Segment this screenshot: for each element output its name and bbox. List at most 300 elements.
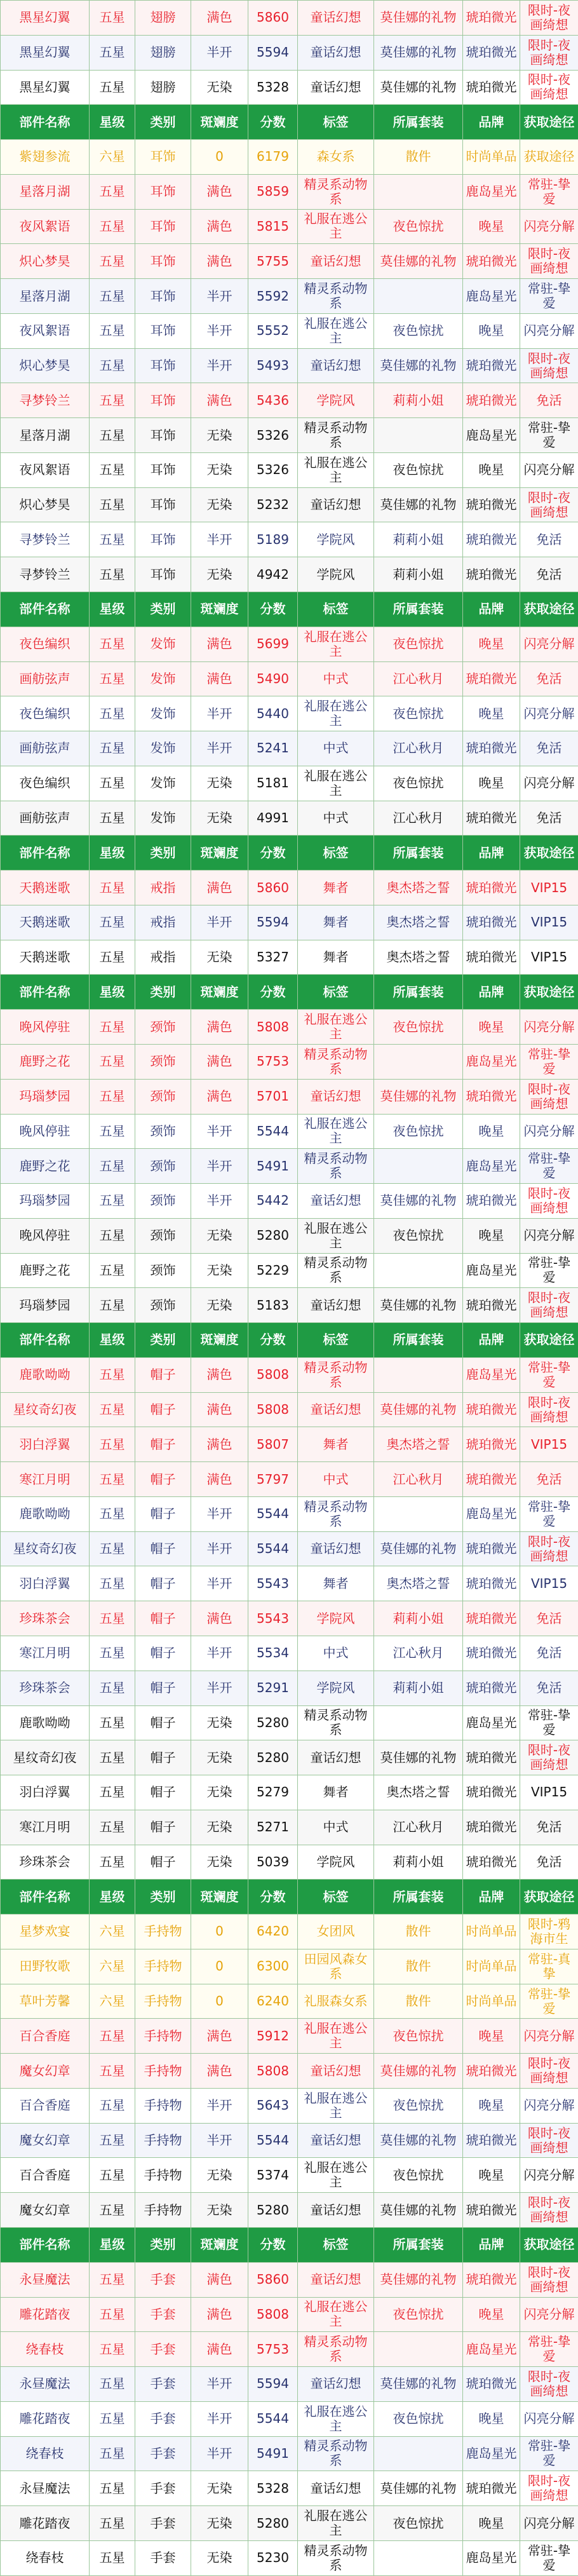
star-level-cell: 五星 (90, 1, 135, 36)
brand-cell: 琥珀微光 (463, 383, 520, 418)
star-level-cell: 五星 (90, 1079, 135, 1114)
tag-cell: 精灵系动物系 (298, 174, 374, 209)
header-row (1, 975, 578, 1010)
source-cell: 限时-夜画绮想 (520, 1184, 578, 1219)
column-header-outfit-set: 所属套装 (374, 105, 463, 140)
outfit-set-cell: 夜色惊扰 (374, 627, 463, 661)
tag-cell: 童话幻想 (298, 1531, 374, 1566)
tag-cell: 童话幻想 (298, 244, 374, 279)
brand-cell: 琥珀微光 (463, 2471, 520, 2506)
tag-cell: 童话幻想 (298, 2367, 374, 2402)
part-name-cell: 寒江月明 (1, 1636, 90, 1671)
column-header-star-level: 星级 (90, 836, 135, 871)
source-cell: VIP15 (520, 1775, 578, 1810)
outfit-set-cell: 夜色惊扰 (374, 2401, 463, 2436)
table-row (1, 1357, 578, 1392)
outfit-set-cell: 夜色惊扰 (374, 209, 463, 244)
header-row (1, 2228, 578, 2263)
star-level-cell: 五星 (90, 1462, 135, 1497)
outfit-set-cell: 散件 (374, 1984, 463, 2019)
column-header-star-level: 星级 (90, 2228, 135, 2263)
table-row (1, 627, 578, 661)
part-name-cell: 星纹奇幻夜 (1, 1740, 90, 1775)
brand-cell: 鹿岛星光 (463, 1149, 520, 1184)
source-cell: 闪亮分解 (520, 696, 578, 731)
brand-cell: 琥珀微光 (463, 1566, 520, 1601)
source-cell: 闪亮分解 (520, 1114, 578, 1149)
star-level-cell: 五星 (90, 2158, 135, 2193)
source-cell: VIP15 (520, 871, 578, 905)
column-header-tag: 标签 (298, 592, 374, 627)
tag-cell: 礼服在逃公主 (298, 2019, 374, 2054)
table-row (1, 1427, 578, 1462)
outfit-set-cell: 莉莉小姐 (374, 1601, 463, 1636)
table-row (1, 418, 578, 453)
column-header-score: 分数 (248, 1880, 298, 1915)
tag-cell: 礼服在逃公主 (298, 627, 374, 661)
part-name-cell: 星落月湖 (1, 418, 90, 453)
category-cell: 手持物 (135, 2193, 191, 2228)
outfit-set-cell: 散件 (374, 1949, 463, 1984)
tag-cell: 女团风 (298, 1915, 374, 1949)
star-level-cell: 五星 (90, 2088, 135, 2123)
column-header-brand: 品牌 (463, 2228, 520, 2263)
tag-cell: 童话幻想 (298, 2054, 374, 2089)
score-cell: 5594 (248, 2367, 298, 2402)
tag-cell: 精灵系动物系 (298, 418, 374, 453)
brand-cell: 晚星 (463, 2506, 520, 2541)
category-cell: 帽子 (135, 1671, 191, 1705)
outfit-set-cell: 夜色惊扰 (374, 696, 463, 731)
brand-cell: 琥珀微光 (463, 487, 520, 522)
tag-cell: 精灵系动物系 (298, 279, 374, 314)
source-cell: 限时-夜画绮想 (520, 2471, 578, 2506)
tag-cell: 中式 (298, 1462, 374, 1497)
star-level-cell: 五星 (90, 174, 135, 209)
source-cell: 常驻-真挚 (520, 1949, 578, 1984)
column-header-part-name: 部件名称 (1, 2228, 90, 2263)
star-level-cell: 五星 (90, 487, 135, 522)
dye-level-cell: 满色 (191, 209, 248, 244)
dye-level-cell: 满色 (191, 2332, 248, 2367)
part-name-cell: 晚风停驻 (1, 1218, 90, 1253)
tag-cell: 童话幻想 (298, 348, 374, 383)
outfit-set-cell: 江心秋月 (374, 801, 463, 836)
brand-cell: 鹿岛星光 (463, 1705, 520, 1740)
table-row (1, 140, 578, 175)
column-header-score: 分数 (248, 2228, 298, 2263)
category-cell: 帽子 (135, 1392, 191, 1427)
star-level-cell: 五星 (90, 2123, 135, 2158)
tag-cell: 童话幻想 (298, 487, 374, 522)
category-cell: 手套 (135, 2367, 191, 2402)
score-cell: 5544 (248, 2401, 298, 2436)
score-cell: 5552 (248, 313, 298, 348)
header-row (1, 836, 578, 871)
tag-cell: 童话幻想 (298, 35, 374, 70)
source-cell: 闪亮分解 (520, 2158, 578, 2193)
outfit-set-cell: 奥杰塔之誓 (374, 1427, 463, 1462)
outfit-set-cell: 莫佳娜的礼物 (374, 1, 463, 36)
column-header-tag: 标签 (298, 1323, 374, 1358)
source-cell: 常驻-挚爱 (520, 418, 578, 453)
category-cell: 手套 (135, 2471, 191, 2506)
table-row (1, 766, 578, 801)
tag-cell: 学院风 (298, 383, 374, 418)
outfit-set-cell: 莫佳娜的礼物 (374, 1184, 463, 1219)
table-row (1, 1184, 578, 1219)
column-header-part-name: 部件名称 (1, 836, 90, 871)
star-level-cell: 五星 (90, 1184, 135, 1219)
dye-level-cell: 半开 (191, 2367, 248, 2402)
category-cell: 颈饰 (135, 1114, 191, 1149)
dye-level-cell: 满色 (191, 1, 248, 36)
table-row (1, 1010, 578, 1045)
brand-cell: 晚星 (463, 2019, 520, 2054)
tag-cell: 精灵系动物系 (298, 1044, 374, 1079)
score-cell: 5912 (248, 2019, 298, 2054)
table-row (1, 2367, 578, 2402)
score-cell: 5543 (248, 1601, 298, 1636)
source-cell: 获取途径 (520, 140, 578, 175)
part-name-cell: 炽心梦昊 (1, 244, 90, 279)
star-level-cell: 五星 (90, 905, 135, 940)
outfit-set-cell: 夜色惊扰 (374, 1010, 463, 1045)
star-level-cell: 五星 (90, 2332, 135, 2367)
outfit-set-cell (374, 2436, 463, 2471)
tag-cell: 童话幻想 (298, 1, 374, 36)
table-row (1, 35, 578, 70)
part-name-cell: 夜风絮语 (1, 452, 90, 487)
dye-level-cell: 满色 (191, 1427, 248, 1462)
score-cell: 5280 (248, 2193, 298, 2228)
source-cell: 限时-夜画绮想 (520, 348, 578, 383)
score-cell: 5229 (248, 1253, 298, 1288)
score-cell: 6240 (248, 1984, 298, 2019)
star-level-cell: 五星 (90, 801, 135, 836)
star-level-cell: 五星 (90, 522, 135, 557)
column-header-tag: 标签 (298, 836, 374, 871)
dye-level-cell: 满色 (191, 1044, 248, 1079)
part-name-cell: 魔女幻章 (1, 2193, 90, 2228)
dye-level-cell: 半开 (191, 1636, 248, 1671)
part-name-cell: 黑星幻翼 (1, 35, 90, 70)
category-cell: 手持物 (135, 1915, 191, 1949)
star-level-cell: 五星 (90, 2193, 135, 2228)
score-cell: 5859 (248, 174, 298, 209)
tag-cell: 礼服在逃公主 (298, 696, 374, 731)
table-row (1, 279, 578, 314)
category-cell: 帽子 (135, 1427, 191, 1462)
dye-level-cell: 满色 (191, 1462, 248, 1497)
dye-level-cell: 半开 (191, 696, 248, 731)
outfit-set-cell: 奥杰塔之誓 (374, 940, 463, 975)
table-row (1, 1218, 578, 1253)
column-header-tag: 标签 (298, 1880, 374, 1915)
column-header-source: 获取途径 (520, 836, 578, 871)
part-name-cell: 画舫弦声 (1, 661, 90, 696)
tag-cell: 礼服在逃公主 (298, 2158, 374, 2193)
score-cell: 5280 (248, 2506, 298, 2541)
part-name-cell: 魔女幻章 (1, 2123, 90, 2158)
part-name-cell: 雕花踏夜 (1, 2401, 90, 2436)
column-header-source: 获取途径 (520, 2228, 578, 2263)
category-cell: 手套 (135, 2401, 191, 2436)
dye-level-cell: 无染 (191, 452, 248, 487)
column-header-source: 获取途径 (520, 105, 578, 140)
score-cell: 5241 (248, 731, 298, 766)
star-level-cell: 五星 (90, 2401, 135, 2436)
table-row (1, 313, 578, 348)
score-cell: 5808 (248, 1392, 298, 1427)
brand-cell: 晚星 (463, 1114, 520, 1149)
brand-cell: 琥珀微光 (463, 2123, 520, 2158)
outfit-set-cell: 江心秋月 (374, 661, 463, 696)
category-cell: 手套 (135, 2506, 191, 2541)
table-row (1, 1949, 578, 1984)
tag-cell: 礼服在逃公主 (298, 2506, 374, 2541)
outfit-set-cell: 莫佳娜的礼物 (374, 2123, 463, 2158)
part-name-cell: 珍珠茶会 (1, 1601, 90, 1636)
outfit-set-cell (374, 2332, 463, 2367)
source-cell: 免活 (520, 1462, 578, 1497)
star-level-cell: 五星 (90, 1392, 135, 1427)
tag-cell: 舞者 (298, 1427, 374, 1462)
part-name-cell: 夜风絮语 (1, 209, 90, 244)
tag-cell: 童话幻想 (298, 1184, 374, 1219)
source-cell: 免活 (520, 1845, 578, 1880)
outfit-set-cell: 莫佳娜的礼物 (374, 1392, 463, 1427)
source-cell: 限时-夜画绮想 (520, 2123, 578, 2158)
table-row (1, 383, 578, 418)
table-row (1, 1984, 578, 2019)
column-header-category: 类别 (135, 592, 191, 627)
star-level-cell: 五星 (90, 2436, 135, 2471)
outfit-set-cell (374, 1705, 463, 1740)
dye-level-cell: 无染 (191, 70, 248, 105)
tag-cell: 精灵系动物系 (298, 1705, 374, 1740)
column-header-star-level: 星级 (90, 1323, 135, 1358)
source-cell: 常驻-挚爱 (520, 1984, 578, 2019)
part-name-cell: 羽白浮翼 (1, 1775, 90, 1810)
star-level-cell: 五星 (90, 1845, 135, 1880)
dye-level-cell: 无染 (191, 2506, 248, 2541)
outfit-set-cell: 莫佳娜的礼物 (374, 1740, 463, 1775)
category-cell: 帽子 (135, 1810, 191, 1845)
brand-cell: 琥珀微光 (463, 70, 520, 105)
score-cell: 5436 (248, 383, 298, 418)
table-row (1, 2540, 578, 2575)
table-row (1, 1392, 578, 1427)
category-cell: 帽子 (135, 1496, 191, 1531)
tag-cell: 精灵系动物系 (298, 2436, 374, 2471)
dye-level-cell: 无染 (191, 418, 248, 453)
dye-level-cell: 满色 (191, 174, 248, 209)
outfit-set-cell (374, 174, 463, 209)
table-row (1, 557, 578, 592)
brand-cell: 时尚单品 (463, 1915, 520, 1949)
part-name-cell: 永昼魔法 (1, 2367, 90, 2402)
category-cell: 手套 (135, 2262, 191, 2297)
category-cell: 帽子 (135, 1740, 191, 1775)
tag-cell: 精灵系动物系 (298, 2332, 374, 2367)
column-header-outfit-set: 所属套装 (374, 592, 463, 627)
score-cell: 5291 (248, 1671, 298, 1705)
score-cell: 5643 (248, 2088, 298, 2123)
dye-level-cell: 无染 (191, 1253, 248, 1288)
outfit-set-cell: 莫佳娜的礼物 (374, 2193, 463, 2228)
tag-cell: 礼服在逃公主 (298, 209, 374, 244)
brand-cell: 琥珀微光 (463, 35, 520, 70)
star-level-cell: 五星 (90, 1601, 135, 1636)
dye-level-cell: 无染 (191, 2471, 248, 2506)
brand-cell: 琥珀微光 (463, 940, 520, 975)
column-header-outfit-set: 所属套装 (374, 2228, 463, 2263)
outfit-set-cell: 夜色惊扰 (374, 2158, 463, 2193)
column-header-source: 获取途径 (520, 1323, 578, 1358)
star-level-cell: 五星 (90, 2019, 135, 2054)
brand-cell: 晚星 (463, 313, 520, 348)
star-level-cell: 五星 (90, 2297, 135, 2332)
outfit-set-cell: 莉莉小姐 (374, 557, 463, 592)
tag-cell: 礼服在逃公主 (298, 313, 374, 348)
star-level-cell: 五星 (90, 348, 135, 383)
column-header-category: 类别 (135, 836, 191, 871)
table-row (1, 2158, 578, 2193)
part-name-cell: 天鹅迷歌 (1, 871, 90, 905)
outfit-set-cell: 夜色惊扰 (374, 2297, 463, 2332)
column-header-dye-level: 斑斓度 (191, 105, 248, 140)
score-cell: 5279 (248, 1775, 298, 1810)
category-cell: 耳饰 (135, 452, 191, 487)
source-cell: 常驻-挚爱 (520, 2332, 578, 2367)
score-cell: 5181 (248, 766, 298, 801)
part-name-cell: 寻梦铃兰 (1, 522, 90, 557)
score-cell: 4942 (248, 557, 298, 592)
dye-level-cell: 无染 (191, 1705, 248, 1740)
outfit-set-cell: 莫佳娜的礼物 (374, 1079, 463, 1114)
source-cell: 免活 (520, 1810, 578, 1845)
table-row (1, 1079, 578, 1114)
star-level-cell: 六星 (90, 1949, 135, 1984)
star-level-cell: 五星 (90, 279, 135, 314)
brand-cell: 晚星 (463, 2158, 520, 2193)
category-cell: 手套 (135, 2297, 191, 2332)
part-name-cell: 鹿野之花 (1, 1044, 90, 1079)
star-level-cell: 五星 (90, 2471, 135, 2506)
category-cell: 颈饰 (135, 1149, 191, 1184)
dye-level-cell: 无染 (191, 1810, 248, 1845)
dye-level-cell: 无染 (191, 2540, 248, 2575)
table-row (1, 2262, 578, 2297)
score-cell: 5442 (248, 1184, 298, 1219)
category-cell: 手持物 (135, 1984, 191, 2019)
dye-level-cell: 满色 (191, 1079, 248, 1114)
table-row (1, 522, 578, 557)
part-name-cell: 星落月湖 (1, 279, 90, 314)
table-row (1, 244, 578, 279)
table-row (1, 2436, 578, 2471)
category-cell: 发饰 (135, 731, 191, 766)
column-header-part-name: 部件名称 (1, 592, 90, 627)
table-row (1, 209, 578, 244)
star-level-cell: 五星 (90, 1253, 135, 1288)
score-cell: 5797 (248, 1462, 298, 1497)
dye-level-cell: 无染 (191, 801, 248, 836)
star-level-cell: 五星 (90, 70, 135, 105)
tag-cell: 中式 (298, 1636, 374, 1671)
star-level-cell: 五星 (90, 1218, 135, 1253)
source-cell: 常驻-挚爱 (520, 1705, 578, 1740)
tag-cell: 童话幻想 (298, 1392, 374, 1427)
part-name-cell: 星落月湖 (1, 174, 90, 209)
source-cell: 限时-夜画绮想 (520, 244, 578, 279)
table-row (1, 1671, 578, 1705)
score-cell: 5815 (248, 209, 298, 244)
score-cell: 5327 (248, 940, 298, 975)
column-header-star-level: 星级 (90, 1880, 135, 1915)
brand-cell: 琥珀微光 (463, 2054, 520, 2089)
star-level-cell: 五星 (90, 1044, 135, 1079)
score-cell: 5280 (248, 1740, 298, 1775)
brand-cell: 琥珀微光 (463, 1810, 520, 1845)
part-name-cell: 珍珠茶会 (1, 1845, 90, 1880)
column-header-tag: 标签 (298, 105, 374, 140)
part-name-cell: 玛瑙梦园 (1, 1079, 90, 1114)
score-cell: 5534 (248, 1636, 298, 1671)
outfit-set-cell: 夜色惊扰 (374, 2506, 463, 2541)
outfit-set-cell: 奥杰塔之誓 (374, 905, 463, 940)
brand-cell: 琥珀微光 (463, 1079, 520, 1114)
dye-level-cell: 无染 (191, 766, 248, 801)
category-cell: 手持物 (135, 1949, 191, 1984)
source-cell: 闪亮分解 (520, 1010, 578, 1045)
source-cell: 免活 (520, 1671, 578, 1705)
tag-cell: 精灵系动物系 (298, 1496, 374, 1531)
category-cell: 耳饰 (135, 244, 191, 279)
star-level-cell: 五星 (90, 35, 135, 70)
part-name-cell: 田野牧歌 (1, 1949, 90, 1984)
part-name-cell: 夜色编织 (1, 696, 90, 731)
part-name-cell: 鹿歌呦呦 (1, 1496, 90, 1531)
star-level-cell: 五星 (90, 1149, 135, 1184)
brand-cell: 晚星 (463, 209, 520, 244)
score-cell: 5326 (248, 418, 298, 453)
tag-cell: 精灵系动物系 (298, 1357, 374, 1392)
outfit-set-cell (374, 1253, 463, 1288)
brand-cell: 琥珀微光 (463, 661, 520, 696)
brand-cell: 晚星 (463, 2401, 520, 2436)
brand-cell: 鹿岛星光 (463, 1357, 520, 1392)
source-cell: 限时-夜画绮想 (520, 2367, 578, 2402)
table-row (1, 452, 578, 487)
part-name-cell: 天鹅迷歌 (1, 940, 90, 975)
star-level-cell: 五星 (90, 1010, 135, 1045)
category-cell: 帽子 (135, 1705, 191, 1740)
table-row (1, 2401, 578, 2436)
column-header-dye-level: 斑斓度 (191, 836, 248, 871)
brand-cell: 琥珀微光 (463, 1636, 520, 1671)
dye-level-cell: 满色 (191, 244, 248, 279)
brand-cell: 琥珀微光 (463, 348, 520, 383)
table-row (1, 1845, 578, 1880)
dye-level-cell: 半开 (191, 35, 248, 70)
category-cell: 手持物 (135, 2054, 191, 2089)
header-row (1, 105, 578, 140)
outfit-set-cell: 散件 (374, 140, 463, 175)
column-header-star-level: 星级 (90, 975, 135, 1010)
score-cell: 5490 (248, 661, 298, 696)
